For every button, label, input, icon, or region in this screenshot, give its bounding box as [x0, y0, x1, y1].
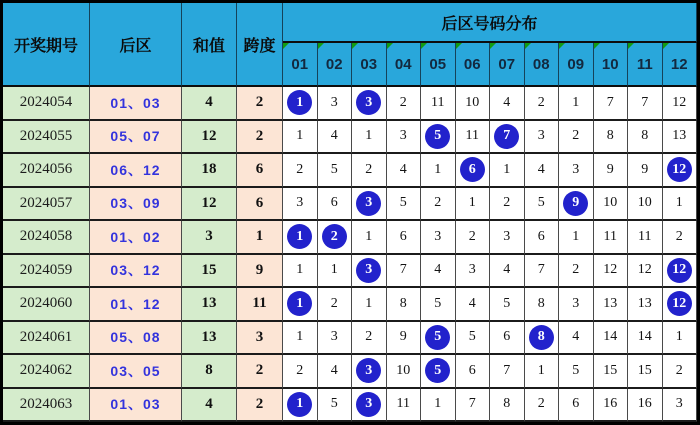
period-cell: 2024058: [3, 221, 90, 255]
dist-cell: 8: [628, 121, 663, 155]
dist-cell: 2: [283, 355, 318, 389]
back-numbers-cell: 01、03: [90, 389, 182, 423]
back-numbers-cell: 06、12: [90, 154, 182, 188]
drawn-number-ball: 12: [667, 291, 692, 316]
corner-marker-icon: [559, 43, 565, 49]
drawn-number-ball: 12: [667, 157, 692, 182]
dist-cell: 7: [387, 255, 422, 289]
header-sum: 和值: [182, 3, 237, 87]
dist-cell: 11: [456, 121, 491, 155]
sum-cell: 13: [182, 322, 237, 356]
dist-cell: 2: [352, 154, 387, 188]
header-number-03: 03: [352, 43, 387, 87]
span-cell: 2: [237, 121, 283, 155]
dist-cell: 1: [490, 154, 525, 188]
dist-cell: 16: [594, 389, 629, 423]
header-number-06: 06: [456, 43, 491, 87]
dist-cell: 5: [421, 288, 456, 322]
dist-cell: 6: [525, 221, 560, 255]
dist-cell: 1: [352, 288, 387, 322]
dist-cell: [352, 389, 387, 423]
corner-marker-icon: [525, 43, 531, 49]
dist-cell: [663, 154, 698, 188]
dist-cell: 3: [490, 221, 525, 255]
dist-cell: 4: [421, 255, 456, 289]
drawn-number-ball: 5: [425, 325, 450, 350]
period-cell: 2024063: [3, 389, 90, 423]
dist-cell: 12: [663, 87, 698, 121]
dist-cell: [663, 288, 698, 322]
header-number-11: 11: [628, 43, 663, 87]
dist-cell: 15: [594, 355, 629, 389]
period-cell: 2024055: [3, 121, 90, 155]
drawn-number-ball: 5: [425, 124, 450, 149]
period-cell: 2024061: [3, 322, 90, 356]
corner-marker-icon: [352, 43, 358, 49]
dist-cell: 4: [318, 121, 353, 155]
dist-cell: 7: [456, 389, 491, 423]
dist-cell: 4: [456, 288, 491, 322]
dist-cell: 5: [490, 288, 525, 322]
corner-marker-icon: [628, 43, 634, 49]
dist-cell: 8: [490, 389, 525, 423]
period-cell: 2024054: [3, 87, 90, 121]
dist-cell: 15: [628, 355, 663, 389]
dist-cell: 4: [525, 154, 560, 188]
drawn-number-ball: 3: [356, 392, 381, 417]
dist-cell: 2: [352, 322, 387, 356]
drawn-number-ball: 3: [356, 358, 381, 383]
period-cell: 2024057: [3, 188, 90, 222]
dist-cell: 1: [663, 188, 698, 222]
dist-cell: 3: [559, 154, 594, 188]
dist-cell: 7: [525, 255, 560, 289]
header-number-10: 10: [594, 43, 629, 87]
dist-cell: 1: [421, 389, 456, 423]
header-back-zone: 后区: [90, 3, 182, 87]
header-distribution-title: 后区号码分布: [283, 3, 697, 43]
dist-cell: 5: [525, 188, 560, 222]
corner-marker-icon: [283, 43, 289, 49]
dist-cell: 2: [283, 154, 318, 188]
dist-cell: 1: [663, 322, 698, 356]
span-cell: 1: [237, 221, 283, 255]
dist-cell: 2: [525, 87, 560, 121]
corner-marker-icon: [594, 43, 600, 49]
dist-cell: 11: [421, 87, 456, 121]
header-number-12: 12: [663, 43, 698, 87]
dist-cell: 5: [387, 188, 422, 222]
sum-cell: 15: [182, 255, 237, 289]
dist-cell: 16: [628, 389, 663, 423]
period-cell: 2024059: [3, 255, 90, 289]
dist-cell: 13: [663, 121, 698, 155]
dist-cell: [352, 87, 387, 121]
dist-cell: 7: [628, 87, 663, 121]
dist-cell: 7: [490, 355, 525, 389]
dist-cell: 1: [283, 121, 318, 155]
dist-cell: 6: [456, 355, 491, 389]
dist-cell: 1: [456, 188, 491, 222]
back-numbers-cell: 01、02: [90, 221, 182, 255]
dist-cell: 9: [628, 154, 663, 188]
dist-cell: 3: [387, 121, 422, 155]
dist-cell: 2: [318, 288, 353, 322]
back-numbers-cell: 03、09: [90, 188, 182, 222]
dist-cell: 5: [456, 322, 491, 356]
drawn-number-ball: 1: [287, 392, 312, 417]
drawn-number-ball: 3: [356, 258, 381, 283]
dist-cell: 3: [318, 87, 353, 121]
dist-cell: 8: [525, 288, 560, 322]
dist-cell: 2: [490, 188, 525, 222]
drawn-number-ball: 9: [563, 191, 588, 216]
drawn-number-ball: 8: [529, 325, 554, 350]
drawn-number-ball: 1: [287, 90, 312, 115]
dist-cell: 6: [318, 188, 353, 222]
dist-cell: 6: [559, 389, 594, 423]
span-cell: 11: [237, 288, 283, 322]
dist-cell: [318, 221, 353, 255]
dist-cell: 12: [628, 255, 663, 289]
header-number-04: 04: [387, 43, 422, 87]
drawn-number-ball: 12: [667, 258, 692, 283]
drawn-number-ball: 6: [460, 157, 485, 182]
dist-cell: 11: [387, 389, 422, 423]
header-period: 开奖期号: [3, 3, 90, 87]
dist-cell: 1: [559, 87, 594, 121]
dist-cell: 1: [352, 221, 387, 255]
dist-cell: 2: [663, 355, 698, 389]
drawn-number-ball: 1: [287, 291, 312, 316]
dist-cell: 11: [628, 221, 663, 255]
dist-cell: 5: [318, 154, 353, 188]
drawn-number-ball: 1: [287, 224, 312, 249]
dist-cell: 2: [456, 221, 491, 255]
dist-cell: [421, 322, 456, 356]
dist-cell: 1: [559, 221, 594, 255]
dist-cell: 2: [387, 87, 422, 121]
dist-cell: 7: [594, 87, 629, 121]
dist-cell: 2: [525, 389, 560, 423]
dist-cell: 6: [490, 322, 525, 356]
span-cell: 6: [237, 154, 283, 188]
dist-cell: [421, 121, 456, 155]
dist-cell: 4: [490, 255, 525, 289]
dist-cell: 5: [559, 355, 594, 389]
dist-cell: 6: [387, 221, 422, 255]
dist-cell: 9: [387, 322, 422, 356]
header-span: 跨度: [237, 3, 283, 87]
dist-cell: 8: [387, 288, 422, 322]
header-number-02: 02: [318, 43, 353, 87]
dist-cell: 3: [525, 121, 560, 155]
back-numbers-cell: 01、12: [90, 288, 182, 322]
dist-cell: 1: [318, 255, 353, 289]
corner-marker-icon: [456, 43, 462, 49]
dist-cell: 3: [456, 255, 491, 289]
dist-cell: 3: [318, 322, 353, 356]
sum-cell: 8: [182, 355, 237, 389]
dist-cell: [421, 355, 456, 389]
dist-cell: 2: [559, 255, 594, 289]
dist-cell: [283, 87, 318, 121]
corner-marker-icon: [318, 43, 324, 49]
span-cell: 9: [237, 255, 283, 289]
dist-cell: 9: [594, 154, 629, 188]
sum-cell: 3: [182, 221, 237, 255]
drawn-number-ball: 7: [494, 124, 519, 149]
dist-cell: 4: [559, 322, 594, 356]
sum-cell: 18: [182, 154, 237, 188]
dist-cell: 4: [490, 87, 525, 121]
dist-cell: [663, 255, 698, 289]
dist-cell: 1: [283, 255, 318, 289]
dist-cell: [283, 221, 318, 255]
dist-cell: 10: [628, 188, 663, 222]
dist-cell: 14: [594, 322, 629, 356]
period-cell: 2024060: [3, 288, 90, 322]
dist-cell: 10: [456, 87, 491, 121]
dist-cell: 13: [628, 288, 663, 322]
corner-marker-icon: [387, 43, 393, 49]
sum-cell: 4: [182, 389, 237, 423]
dist-cell: [559, 188, 594, 222]
period-cell: 2024056: [3, 154, 90, 188]
header-number-01: 01: [283, 43, 318, 87]
back-numbers-cell: 03、05: [90, 355, 182, 389]
back-numbers-cell: 05、07: [90, 121, 182, 155]
sum-cell: 12: [182, 188, 237, 222]
dist-cell: 8: [594, 121, 629, 155]
dist-cell: 14: [628, 322, 663, 356]
dist-cell: 2: [663, 221, 698, 255]
period-cell: 2024062: [3, 355, 90, 389]
dist-cell: 1: [283, 322, 318, 356]
dist-cell: 1: [352, 121, 387, 155]
dist-cell: [525, 322, 560, 356]
span-cell: 6: [237, 188, 283, 222]
dist-cell: 3: [421, 221, 456, 255]
corner-marker-icon: [490, 43, 496, 49]
sum-cell: 12: [182, 121, 237, 155]
header-number-07: 07: [490, 43, 525, 87]
corner-marker-icon: [663, 43, 669, 49]
dist-cell: 10: [594, 188, 629, 222]
dist-cell: [456, 154, 491, 188]
drawn-number-ball: 2: [322, 224, 347, 249]
dist-cell: 2: [421, 188, 456, 222]
drawn-number-ball: 5: [425, 358, 450, 383]
drawn-number-ball: 3: [356, 191, 381, 216]
corner-marker-icon: [421, 43, 427, 49]
dist-cell: 3: [559, 288, 594, 322]
dist-cell: [352, 255, 387, 289]
dist-cell: 3: [663, 389, 698, 423]
dist-cell: 4: [318, 355, 353, 389]
dist-cell: [283, 389, 318, 423]
span-cell: 3: [237, 322, 283, 356]
span-cell: 2: [237, 87, 283, 121]
dist-cell: 1: [421, 154, 456, 188]
back-numbers-cell: 03、12: [90, 255, 182, 289]
header-number-09: 09: [559, 43, 594, 87]
dist-cell: [352, 355, 387, 389]
sum-cell: 4: [182, 87, 237, 121]
dist-cell: [283, 288, 318, 322]
drawn-number-ball: 3: [356, 90, 381, 115]
span-cell: 2: [237, 389, 283, 423]
back-numbers-cell: 05、08: [90, 322, 182, 356]
back-numbers-cell: 01、03: [90, 87, 182, 121]
span-cell: 2: [237, 355, 283, 389]
dist-cell: 2: [559, 121, 594, 155]
dist-cell: 11: [594, 221, 629, 255]
dist-cell: 12: [594, 255, 629, 289]
dist-cell: 3: [283, 188, 318, 222]
header-number-05: 05: [421, 43, 456, 87]
dist-cell: 13: [594, 288, 629, 322]
dist-cell: 5: [318, 389, 353, 423]
sum-cell: 13: [182, 288, 237, 322]
header-number-08: 08: [525, 43, 560, 87]
dist-cell: 4: [387, 154, 422, 188]
dist-cell: 1: [525, 355, 560, 389]
dist-cell: 10: [387, 355, 422, 389]
dist-cell: [352, 188, 387, 222]
dist-cell: [490, 121, 525, 155]
